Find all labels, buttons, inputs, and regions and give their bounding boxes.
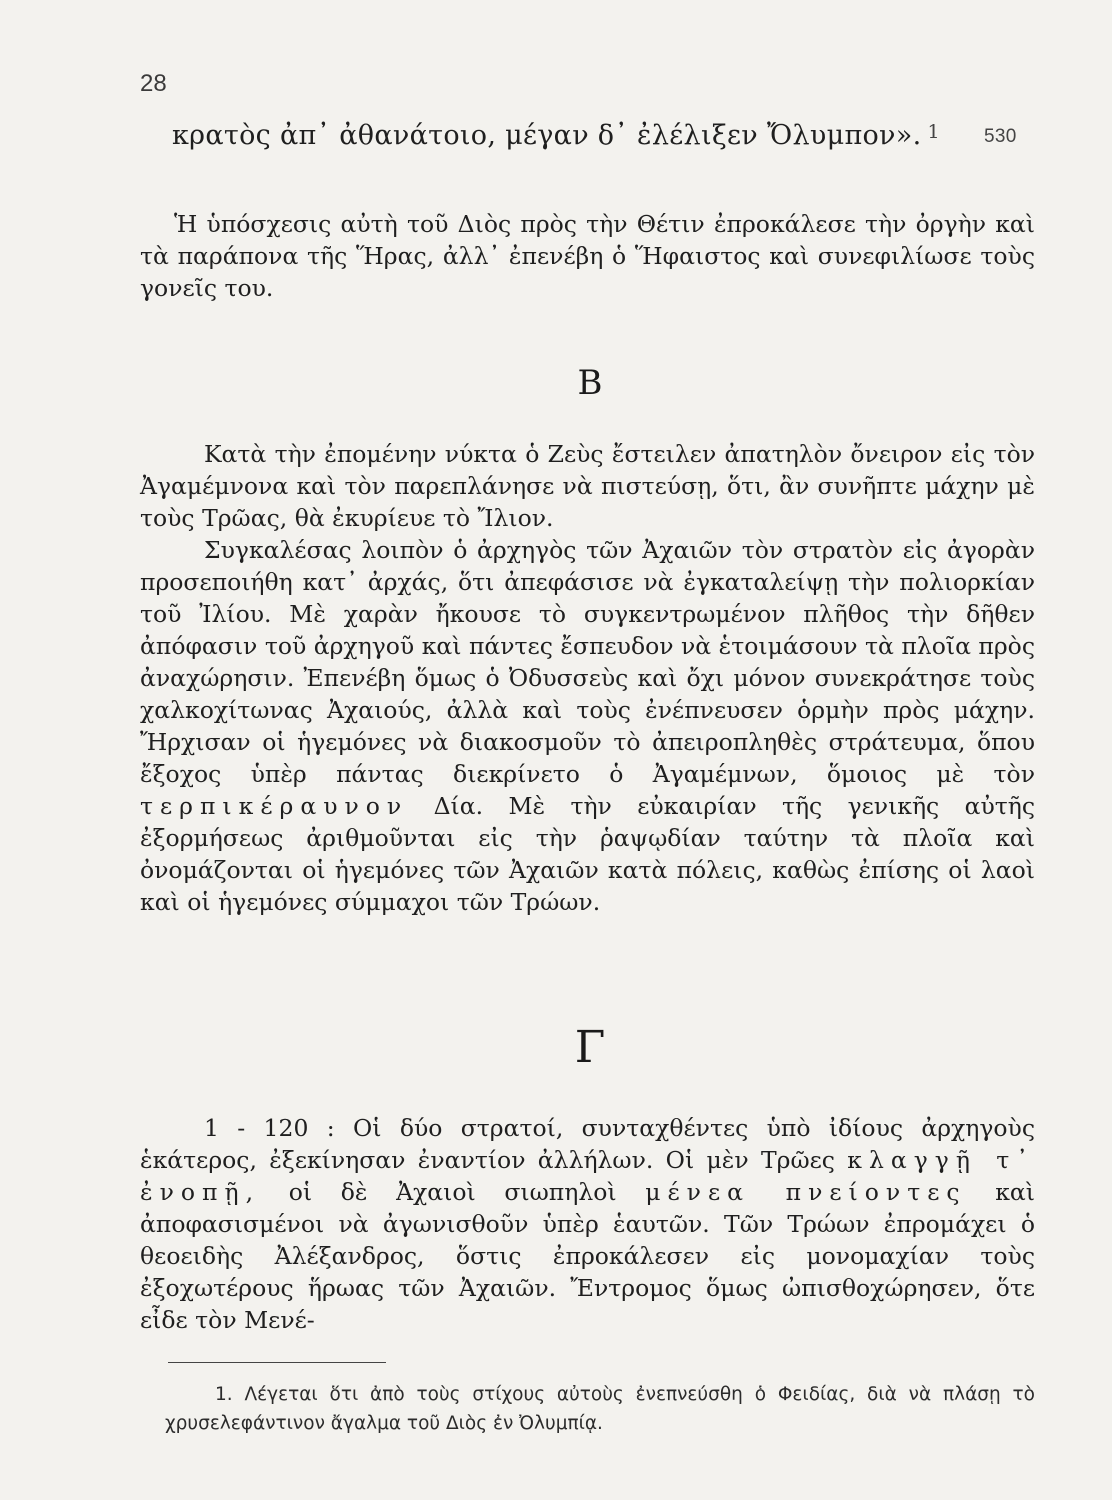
- quote-spaced-1: κλαγγῇ τ᾽ ἐνοπῇ,: [140, 1146, 1035, 1206]
- page-number: 28: [140, 70, 167, 97]
- paragraph-intro: Ἡ ὑπόσχεσις αὐτὴ τοῦ Διὸς πρὸς τὴν Θέτιν ἐπροκάλεσε τὴν ὀργὴν καὶ τὰ παράπονα τῆς Ἥρας, ἀλλ᾽ ἐπενέβη ὁ Ἥφαιστος καὶ συνεφιλίωσε τοὺς γονεῖς του.: [140, 210, 1035, 302]
- section-heading-g: Γ: [574, 1022, 606, 1073]
- footnote-reference: 1: [927, 121, 940, 143]
- paragraph-b2-text-2: Δία. Μὲ τὴν εὐκαιρίαν τῆς γενικῆς αὐτῆς ἐξορμήσεως ἀριθμοῦνται εἰς τὴν ῥαψῳδίαν ταύτην τὰ πλοῖα καὶ ὀνομάζονται οἱ ἡγεμόνες τῶν Ἀχαιῶν κατὰ πόλεις, καθὼς ἐπίσης οἱ λαοὶ καὶ οἱ ἡγεμόνες σύμμαχοι τῶν Τρώων.: [140, 792, 1035, 916]
- section-heading-b: Β: [577, 363, 603, 403]
- verse-line-number: 530: [984, 126, 1017, 147]
- paragraph-g1-text-3: καὶ ἀποφασισμένοι νὰ ἀγωνισθοῦν ὑπὲρ ἑαυτῶν. Τῶν Τρώων ἐπρομάχει ὁ θεοειδὴς Ἀλέξανδρος, ὅστις ἐπροκάλεσεν εἰς μονομαχίαν τοὺς ἐξοχωτέρους ἥρωας τῶν Ἀχαιῶν. Ἔντρομος ὅμως ὠπισθοχώρησεν, ὅτε εἶδε τὸν Μενέ-: [140, 1178, 1035, 1334]
- verse-text: κρατὸς ἀπ᾽ ἀθανάτοιο, μέγαν δ᾽ ἐλέλιξεν Ὄλυμπον».: [172, 120, 922, 151]
- paragraph-b1: Κατὰ τὴν ἐπομένην νύκτα ὁ Ζεὺς ἔστειλεν ἀπατηλὸν ὄνειρον εἰς τὸν Ἀγαμέμνονα καὶ τὸν παρεπλάνησε νὰ πιστεύσῃ, ὅτι, ἂν συνῆπτε μάχην μὲ τοὺς Τρῶας, θὰ ἐκυρίευε τὸ Ἴλιον.: [140, 440, 1035, 532]
- paragraph-g1: [140, 1112, 1035, 1336]
- paragraph-b2: [140, 534, 1035, 918]
- verse-line: [172, 120, 1072, 151]
- paragraph-b2-text-1: Συγκαλέσας λοιπὸν ὁ ἀρχηγὸς τῶν Ἀχαιῶν τὸν στρατὸν εἰς ἀγορὰν προσεποιήθη κατ᾽ ἀρχάς, ὅτι ἀπεφάσισε νὰ ἐγκαταλείψῃ τὴν πολιορκίαν τοῦ Ἰλίου. Μὲ χαρὰν ἤκουσε τὸ συγκεντρωμένον πλῆθος τὴν δῆθεν ἀπόφασιν τοῦ ἀρχηγοῦ καὶ πάντες ἔσπευδον νὰ ἑτοιμάσουν τὰ πλοῖα πρὸς ἀναχώρησιν. Ἐπενέβη ὅμως ὁ Ὀδυσσεὺς καὶ ὄχι μόνον συνεκράτησε τοὺς χαλκοχίτωνας Ἀχαιούς, ἀλλὰ καὶ τοὺς ἐνέπνευσεν ὁρμὴν πρὸς μάχην. Ἤρχισαν οἱ ἡγεμόνες νὰ διακοσμοῦν τὸ ἀπειροπληθὲς στράτευμα, ὅπου ἔξοχος ὑπὲρ πάντας διεκρίνετο ὁ Ἀγαμέμνων, ὅμοιος μὲ τὸν: [140, 536, 1035, 788]
- epithet-spaced: τερπικέραυνον: [140, 792, 409, 820]
- paragraph-g1-text-1: 1 - 120 : Οἱ δύο στρατοί, συνταχθέντες ὑπὸ ἰδίους ἀρχηγοὺς ἑκάτερος, ἐξεκίνησαν ἐναντίον ἀλλήλων. Οἱ μὲν Τρῶες: [140, 1114, 1035, 1174]
- quote-spaced-2: μένεα πνείοντες: [645, 1178, 967, 1206]
- paragraph-g1-text-2: οἱ δὲ Ἀχαιοὶ σιωπηλοὶ: [288, 1178, 617, 1206]
- footnote-divider: [168, 1362, 386, 1363]
- footnote: 1. Λέγεται ὅτι ἀπὸ τοὺς στίχους αὐτοὺς ἐνεπνεύσθη ὁ Φειδίας, διὰ νὰ πλάσῃ τὸ χρυσελεφάντινον ἄγαλμα τοῦ Διὸς ἐν Ὀλυμπίᾳ.: [165, 1384, 1035, 1434]
